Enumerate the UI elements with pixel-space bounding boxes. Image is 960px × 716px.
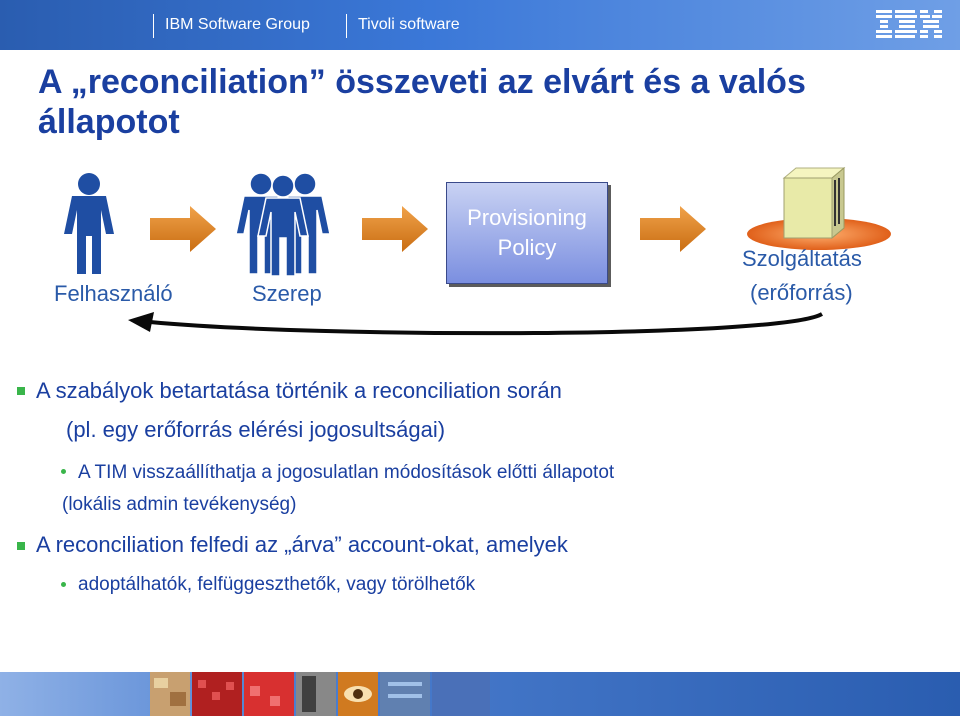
bullet-1-sub-line-1: A TIM visszaállíthatja a jogosulatlan módosítások előtti állapotot [78,462,615,483]
footer-bar [0,672,960,716]
arrow-right-icon [640,206,706,252]
service-label-line-2: (erőforrás) [750,280,853,305]
header-bar [0,0,960,50]
user-figure-icon [58,172,120,276]
title-line-1: A „reconciliation” összeveti az elvárt és a valós [38,63,806,101]
header-divider [153,14,154,38]
header-product-label: Tivoli software [358,16,460,33]
header-group-label: IBM Software Group [165,16,310,33]
page-title [38,62,918,142]
arrow-right-icon [150,206,216,252]
arrow-right-icon [362,206,428,252]
group-figure-icon [236,172,332,276]
user-label: Felhasználó [54,281,173,306]
bullet-dot-icon [61,469,66,474]
bullet-1-sub-line-2: (lokális admin tevékenység) [62,494,297,515]
bullet-dot-icon [61,582,66,587]
policy-label-line-2: Policy [497,235,557,260]
role-label: Szerep [252,281,322,306]
service-label-line-1: Szolgáltatás [742,246,862,271]
policy-label-line-1: Provisioning [467,205,587,230]
bullet-2-line-1: A reconciliation felfedi az „árva” account-okat, amelyek [36,532,568,557]
bullet-2-sub-line-1: adoptálhatók, felfüggeszthetők, vagy törölhetők [78,574,476,595]
header-divider [346,14,347,38]
footer-image-strip [150,672,490,716]
ibm-logo-icon [876,10,942,38]
server-icon [744,166,894,252]
provisioning-policy-box [446,182,608,284]
bullet-1-line-1: A szabályok betartatása történik a reconciliation során [36,378,562,403]
bullet-square-icon [17,542,25,550]
bullet-1-line-2: (pl. egy erőforrás elérési jogosultságai) [66,417,446,442]
bullet-square-icon [17,387,25,395]
title-line-2: állapotot [38,103,180,141]
curved-arrow-icon [120,304,840,344]
